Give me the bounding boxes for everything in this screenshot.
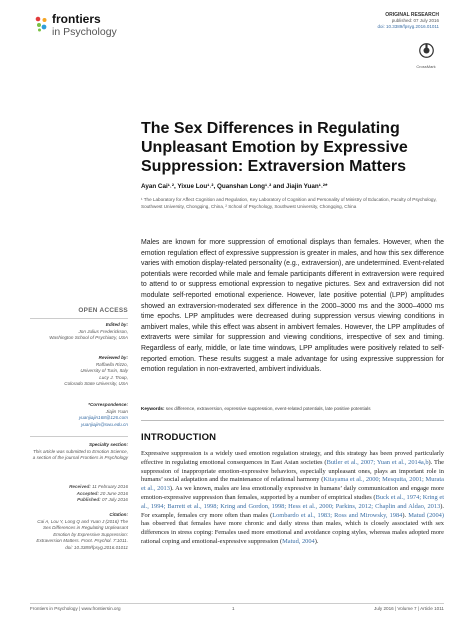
body-text-run: Expressive suppression is a widely used emotion regulation strategy, and this strategy has been proved particularly effective in regulating emotional consequences in East Asian societies ( bbox=[141, 450, 444, 466]
body-text-run: ). As we known, males are less emotionally expressive in humans’ daily communication and engage more emotion-expressive suppression than females, supported by a number of empirical studies ( bbox=[141, 485, 444, 501]
email-link[interactable]: yuanjiajin@swu.edu.cn bbox=[80, 421, 128, 427]
reviewed-by-label: Reviewed by: bbox=[98, 355, 128, 360]
reviewed-by bbox=[30, 355, 128, 388]
citation-link[interactable]: Lombardo et al., 1983; Ross and Mirowsky, 1984 bbox=[272, 511, 403, 519]
citation-link[interactable]: Kitayama et al., 2000; Mesquita, 2001; Murata et al., 2013 bbox=[141, 476, 444, 493]
published-line: published: 07 July 2016 bbox=[391, 18, 439, 23]
author-list[interactable]: Ayan Cai¹˒², Yixue Lou¹˒², Quanshan Long¹˒² and Jiajin Yuan¹˒²* bbox=[141, 183, 328, 190]
footer-divider bbox=[30, 603, 444, 604]
article-meta bbox=[378, 12, 439, 30]
body-text-run: ). For example, females cry more often than males ( bbox=[141, 502, 444, 519]
journal-name: in Psychology bbox=[52, 26, 117, 38]
citation-link[interactable]: Matud (2004) bbox=[408, 511, 445, 519]
reviewer-name[interactable]: Lucy J. Troup, bbox=[99, 374, 128, 380]
received-line bbox=[30, 484, 128, 491]
edited-by-label: Edited by: bbox=[105, 322, 128, 327]
keywords bbox=[141, 406, 444, 411]
editor-name[interactable]: Jon Julius Frederickson, bbox=[78, 328, 128, 334]
accepted-line bbox=[30, 491, 128, 498]
specialty-text: This article was submitted to Emotion Science, a section of the journal Frontiers in Psychology bbox=[32, 448, 128, 461]
affiliations: ¹ The Laboratory for Affect Cognition and Regulation, Key Laboratory of Cognition and Personality of Ministry of Education, Faculty of Psychology, Southwest University, Chongqing, China, ² School of Psychology, Southwest University, Chongqing, China bbox=[141, 197, 437, 209]
title-line: The Sex Differences in Regulating bbox=[141, 120, 400, 137]
crossmark-badge[interactable] bbox=[414, 43, 438, 69]
divider bbox=[141, 420, 444, 421]
citation-link[interactable]: Matud, 2004 bbox=[282, 537, 315, 545]
divider bbox=[30, 318, 128, 319]
footer-issue-info: July 2016 | Volume 7 | Article 1011 bbox=[374, 606, 444, 611]
body-text-run: has observed that females have more chronic and daily stress than males, which is closely associated with sex differences in stress coping: Females used more emotional and avoidance coping styles, whereas males adopted more rational coping and emotional-expressive suppression ( bbox=[141, 520, 444, 545]
body-text-run: ). bbox=[314, 537, 319, 545]
reviewer-affiliation: Colorado State University, USA bbox=[64, 381, 128, 387]
doi-link[interactable]: doi: 10.3389/fpsyg.2016.01011 bbox=[377, 24, 439, 29]
body-text-run: ). bbox=[402, 511, 409, 519]
citation-doi[interactable]: doi: 10.3389/fpsyg.2016.01011 bbox=[65, 544, 128, 550]
edited-by bbox=[30, 322, 128, 342]
correspondence-name: Jiajin Yuan bbox=[105, 408, 128, 414]
reviewer-affiliation: University of Turin, Italy bbox=[80, 368, 128, 374]
accepted-label: Accepted: bbox=[76, 490, 99, 496]
citation-link[interactable]: Buck et al., 1974; Kring et al., 1994; Barrett et al., 1998; Kring and Gordon, 1998; Hess et al., 2000; Parkins, 2012; Chaplin and Aldao, 2013 bbox=[141, 493, 444, 510]
title-line: Unpleasant Emotion by Expressive bbox=[141, 139, 408, 156]
received-label: Received: bbox=[69, 484, 91, 489]
correspondence bbox=[30, 402, 128, 428]
footer-journal-link[interactable]: Frontiers in Psychology | www.frontiersin.org bbox=[30, 606, 121, 611]
received-date: 11 February 2016 bbox=[92, 484, 128, 489]
specialty-section bbox=[30, 442, 128, 462]
published-label: Published: bbox=[77, 497, 101, 503]
citation-text: Cai A, Lou Y, Long Q and Yuan J (2016) The Sex Differences in Regulating Unpleasant Emotion by Expressive Suppression: Extraversion Matters. Front. Psychol. 7:1011. bbox=[36, 518, 128, 544]
introduction-paragraph bbox=[141, 450, 444, 547]
crossmark-label: CrossMark bbox=[416, 64, 436, 69]
divider bbox=[30, 436, 128, 437]
citation bbox=[30, 512, 128, 552]
open-access-label: OPEN ACCESS bbox=[78, 307, 128, 314]
keywords-list: sex difference, extraversion, expressive suppression, event-related potentials, late positive potentials bbox=[165, 406, 371, 411]
correspondence-label: *Correspondence: bbox=[88, 402, 128, 407]
email-link[interactable]: yuanjiajin168@126.com bbox=[78, 415, 128, 421]
specialty-label: Specialty section: bbox=[88, 442, 128, 447]
page-number: 1 bbox=[232, 606, 235, 611]
editor-affiliation: Washington School of Psychiatry, USA bbox=[49, 335, 128, 341]
citation-link[interactable]: Butler et al., 2007; Yuan et al., 2014a,b bbox=[326, 458, 429, 466]
section-heading: INTRODUCTION bbox=[141, 432, 217, 443]
abstract: Males are known for more suppression of emotional displays than females. However, when the emotion regulation effect of expressive suppression is greater in males, and how this sex difference varies with emotion display-related personality (e.g., extraversion), are undetermined. Event-related potentials were recorded while male and female participants different in extraversion were required to attend to or suppress emotional expression to negative pictures. Sex and extraversion did not modulate self-reported emotional experience. However, late positive potential (LPP) amplitudes showed an extraversion-moderated sex difference in the 2000–3000 ms and the 3000–4000 ms time epochs. LPP amplitudes were decreased during suppression versus viewing conditions in ambivert males, while this effect was absent in ambivert females. However, the LPP amplitudes of extraverts were similar for suppression and viewing conditions, irrespective of sex and timing. Regardless of early, middle, or late time windows, LPP amplitudes were positively related to self-reported emotion. These results suggest a male advantage for using expressive suppression for emotion regulation in non-extraverted, ambivert individuals. bbox=[141, 239, 444, 374]
crossmark-icon bbox=[419, 43, 434, 58]
published-line bbox=[30, 497, 128, 504]
title-line: Suppression: Extraversion Matters bbox=[141, 158, 406, 175]
accepted-date: 20 June 2016 bbox=[100, 490, 128, 496]
journal-logo[interactable] bbox=[52, 13, 117, 39]
citation-label: Citation: bbox=[109, 512, 128, 517]
article-type: ORIGINAL RESEARCH bbox=[385, 12, 439, 18]
brand-name: frontiers bbox=[52, 12, 101, 26]
body-text-run: ). The suppression of inappropriate emotion-expressive behaviors, especially unpleasant ones, plays an important role in humans’ social adaptation and the maintenance of relational harmony ( bbox=[141, 458, 444, 484]
published-date: 07 July 2016 bbox=[101, 497, 128, 503]
keywords-label: Keywords: bbox=[141, 406, 165, 411]
article-title bbox=[141, 119, 441, 176]
reviewer-name[interactable]: Raffaella Rizzo, bbox=[95, 361, 128, 367]
frontiers-logo-icon bbox=[35, 16, 48, 32]
article-dates bbox=[30, 484, 128, 504]
